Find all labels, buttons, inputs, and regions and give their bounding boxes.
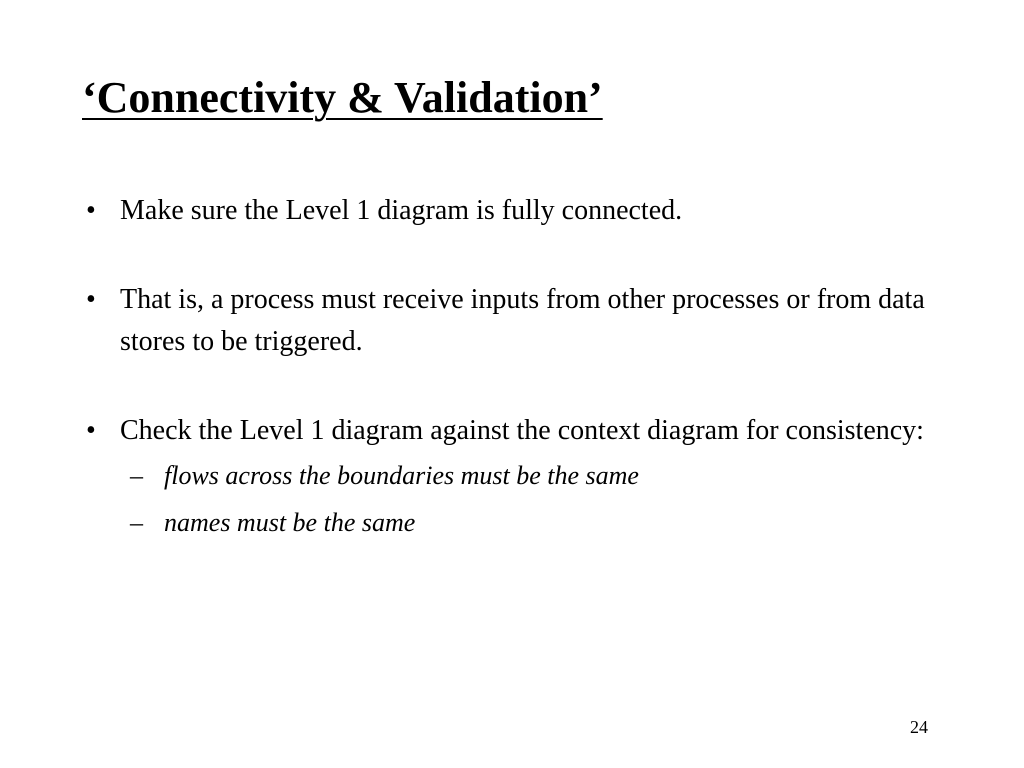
- sub-bullet-marker: –: [130, 508, 143, 537]
- sub-bullet-list: [120, 456, 942, 543]
- bullet-list: [82, 190, 942, 550]
- bullet-marker: •: [86, 415, 96, 446]
- bullet-text: That is, a process must receive inputs from other processes or from data stores to be triggered.: [120, 284, 925, 357]
- sub-bullet-text: names must be the same: [164, 508, 416, 537]
- slide-number: 24: [910, 717, 928, 737]
- bullet-marker: •: [86, 195, 96, 226]
- bullet-item: [82, 279, 942, 363]
- bullet-text: Check the Level 1 diagram against the context diagram for consistency:: [120, 415, 924, 446]
- bullet-text: Make sure the Level 1 diagram is fully connected.: [120, 195, 683, 226]
- bullet-item: [82, 190, 942, 232]
- sub-bullet-text: flows across the boundaries must be the same: [164, 461, 639, 490]
- slide-title: ‘Connectivity & Validation’: [82, 73, 603, 122]
- sub-bullet-marker: –: [130, 461, 143, 490]
- sub-bullet-item: [120, 456, 942, 496]
- bullet-item: [82, 410, 942, 543]
- bullet-marker: •: [86, 284, 96, 315]
- sub-bullet-item: [120, 503, 942, 543]
